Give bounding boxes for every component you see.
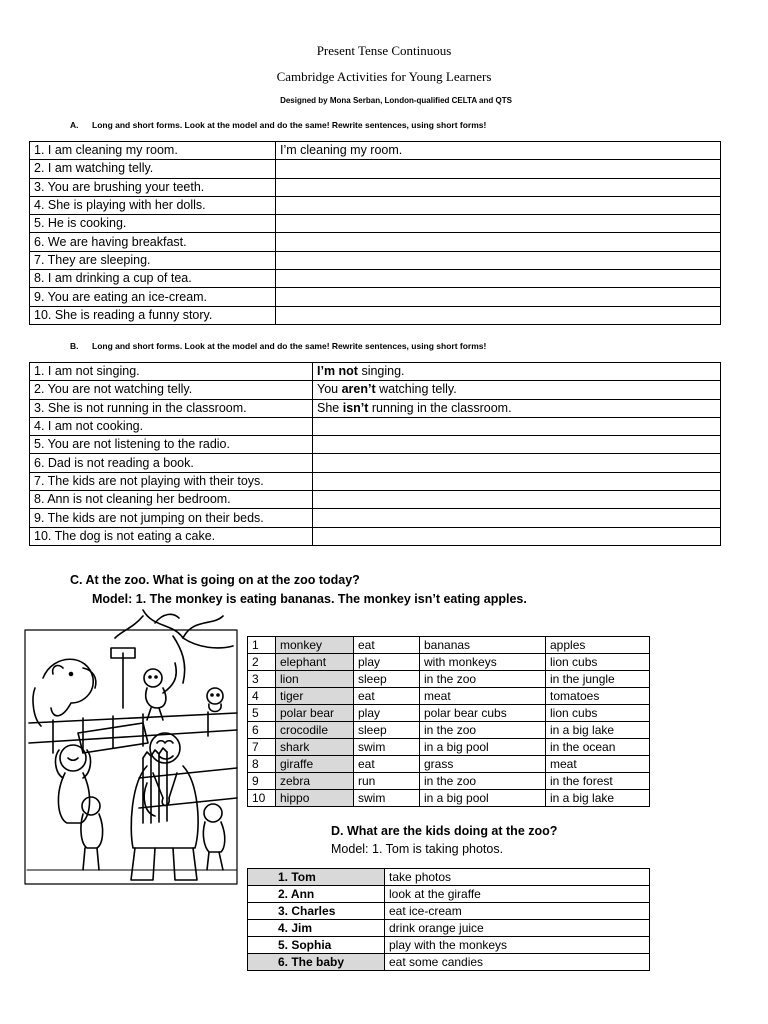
short-form-cell[interactable] [276, 160, 721, 178]
table-row [30, 381, 721, 399]
long-form-cell: 8. I am drinking a cup of tea. [30, 270, 276, 288]
table-row [248, 722, 650, 739]
short-form-cell[interactable] [313, 472, 721, 490]
long-form-cell: 7. The kids are not playing with their toys. [30, 472, 313, 490]
section-a-instruction [70, 120, 486, 130]
short-form-suffix: singing. [357, 364, 405, 379]
section-b-table [29, 362, 721, 546]
row-number: 1 [248, 637, 276, 654]
page-subtitle: Cambridge Activities for Young Learners [276, 69, 492, 84]
section-a-letter: A. [70, 120, 79, 130]
negative-object-cell: lion cubs [546, 705, 650, 722]
short-form-cell[interactable] [276, 270, 721, 288]
kid-name-cell: 3. Charles [248, 903, 385, 920]
long-form-cell: 10. The dog is not eating a cake. [30, 527, 313, 545]
row-number: 4 [248, 688, 276, 705]
long-form-cell: 5. You are not listening to the radio. [30, 436, 313, 454]
verb-cell: swim [354, 790, 420, 807]
positive-object-cell: in the zoo [420, 671, 546, 688]
table-row [248, 869, 650, 886]
long-form-cell: 9. The kids are not jumping on their beds. [30, 509, 313, 527]
short-form-cell[interactable] [276, 215, 721, 233]
table-row [30, 306, 721, 324]
table-row [248, 954, 650, 971]
short-form-prefix: You [317, 382, 342, 397]
long-form-cell: 9. You are eating an ice-cream. [30, 288, 276, 306]
negative-object-cell: meat [546, 756, 650, 773]
table-row [248, 920, 650, 937]
table-row [30, 363, 721, 381]
negative-object-cell: in a big lake [546, 722, 650, 739]
short-form-cell[interactable] [313, 491, 721, 509]
positive-object-cell: with monkeys [420, 654, 546, 671]
table-row [248, 937, 650, 954]
table-row [30, 215, 721, 233]
verb-cell: sleep [354, 671, 420, 688]
negative-object-cell: tomatoes [546, 688, 650, 705]
table-row [30, 509, 721, 527]
table-row [248, 903, 650, 920]
zoo-animals-table [247, 636, 650, 807]
row-number: 10 [248, 790, 276, 807]
negative-object-cell: apples [546, 637, 650, 654]
negative-object-cell: in a big lake [546, 790, 650, 807]
table-row [30, 251, 721, 269]
negative-object-cell: in the ocean [546, 739, 650, 756]
negative-object-cell: lion cubs [546, 654, 650, 671]
long-form-cell: 1. I am not singing. [30, 363, 313, 381]
table-row [248, 654, 650, 671]
section-c-heading: C. At the zoo. What is going on at the zoo today? [70, 573, 360, 587]
short-form-cell[interactable] [276, 196, 721, 214]
kid-action-cell: drink orange juice [385, 920, 650, 937]
table-row [30, 160, 721, 178]
animal-cell: crocodile [276, 722, 354, 739]
table-row [30, 436, 721, 454]
kid-name-cell: 6. The baby [248, 954, 385, 971]
short-form-cell[interactable] [313, 527, 721, 545]
positive-object-cell: bananas [420, 637, 546, 654]
page-title: Present Tense Continuous [316, 43, 452, 58]
table-row [248, 739, 650, 756]
section-b-instruction [70, 341, 486, 351]
verb-cell: eat [354, 688, 420, 705]
short-form-cell[interactable] [313, 381, 721, 399]
short-form-contraction: isn’t [342, 400, 369, 415]
table-row [248, 773, 650, 790]
animal-cell: zebra [276, 773, 354, 790]
positive-object-cell: meat [420, 688, 546, 705]
table-row [248, 705, 650, 722]
long-form-cell: 8. Ann is not cleaning her bedroom. [30, 491, 313, 509]
short-form-cell[interactable] [313, 436, 721, 454]
section-a-table [29, 141, 721, 325]
section-a-instruction-text: Long and short forms. Look at the model and do the same! Rewrite sentences, using short forms! [92, 120, 487, 130]
section-d-model: Model: 1. Tom is taking photos. [331, 842, 504, 856]
kid-action-cell: take photos [385, 869, 650, 886]
table-row [30, 233, 721, 251]
short-form-cell[interactable]: I’m cleaning my room. [276, 142, 721, 160]
animal-cell: giraffe [276, 756, 354, 773]
row-number: 2 [248, 654, 276, 671]
row-number: 7 [248, 739, 276, 756]
section-d-heading: D. What are the kids doing at the zoo? [331, 824, 558, 838]
table-row [248, 688, 650, 705]
row-number: 8 [248, 756, 276, 773]
kid-name-cell: 4. Jim [248, 920, 385, 937]
table-row [30, 288, 721, 306]
long-form-cell: 2. I am watching telly. [30, 160, 276, 178]
verb-cell: run [354, 773, 420, 790]
table-row [30, 142, 721, 160]
section-b-letter: B. [70, 341, 79, 351]
zoo-family-drawing-icon [23, 608, 241, 886]
table-row [248, 637, 650, 654]
table-row [248, 886, 650, 903]
row-number: 5 [248, 705, 276, 722]
short-form-contraction: aren’t [341, 382, 376, 397]
animal-cell: polar bear [276, 705, 354, 722]
table-row [30, 491, 721, 509]
short-form-cell[interactable] [313, 399, 721, 417]
short-form-cell[interactable] [276, 306, 721, 324]
row-number: 6 [248, 722, 276, 739]
long-form-cell: 1. I am cleaning my room. [30, 142, 276, 160]
negative-object-cell: in the forest [546, 773, 650, 790]
short-form-cell[interactable] [276, 251, 721, 269]
table-row [30, 454, 721, 472]
short-form-contraction: I’m not [317, 364, 358, 379]
negative-object-cell: in the jungle [546, 671, 650, 688]
short-form-cell[interactable] [313, 363, 721, 381]
positive-object-cell: in a big pool [420, 739, 546, 756]
animal-cell: tiger [276, 688, 354, 705]
short-form-cell[interactable] [313, 417, 721, 435]
table-row [30, 527, 721, 545]
kid-action-cell: eat ice-cream [385, 903, 650, 920]
verb-cell: play [354, 705, 420, 722]
table-row [30, 178, 721, 196]
animal-cell: shark [276, 739, 354, 756]
table-row [248, 671, 650, 688]
table-row [30, 399, 721, 417]
verb-cell: sleep [354, 722, 420, 739]
table-row [248, 756, 650, 773]
verb-cell: swim [354, 739, 420, 756]
kid-action-cell: play with the monkeys [385, 937, 650, 954]
short-form-cell[interactable] [276, 178, 721, 196]
kid-name-cell: 5. Sophia [248, 937, 385, 954]
long-form-cell: 3. You are brushing your teeth. [30, 178, 276, 196]
verb-cell: eat [354, 637, 420, 654]
positive-object-cell: polar bear cubs [420, 705, 546, 722]
kids-activities-table [247, 868, 650, 971]
positive-object-cell: in the zoo [420, 773, 546, 790]
short-form-cell[interactable] [276, 233, 721, 251]
short-form-suffix: running in the classroom. [368, 400, 512, 415]
long-form-cell: 7. They are sleeping. [30, 251, 276, 269]
section-b-instruction-text: Long and short forms. Look at the model and do the same! Rewrite sentences, using short forms! [92, 341, 487, 351]
table-row [30, 417, 721, 435]
short-form-cell[interactable] [276, 288, 721, 306]
long-form-cell: 5. He is cooking. [30, 215, 276, 233]
kid-action-cell: look at the giraffe [385, 886, 650, 903]
animal-cell: hippo [276, 790, 354, 807]
verb-cell: play [354, 654, 420, 671]
long-form-cell: 10. She is reading a funny story. [30, 306, 276, 324]
long-form-cell: 6. We are having breakfast. [30, 233, 276, 251]
table-row [248, 790, 650, 807]
short-form-suffix: watching telly. [375, 382, 457, 397]
long-form-cell: 4. I am not cooking. [30, 417, 313, 435]
kid-name-cell: 1. Tom [248, 869, 385, 886]
verb-cell: eat [354, 756, 420, 773]
long-form-cell: 4. She is playing with her dolls. [30, 196, 276, 214]
table-row [30, 472, 721, 490]
long-form-cell: 6. Dad is not reading a book. [30, 454, 313, 472]
positive-object-cell: in a big pool [420, 790, 546, 807]
animal-cell: elephant [276, 654, 354, 671]
positive-object-cell: grass [420, 756, 546, 773]
short-form-prefix: She [317, 400, 343, 415]
kid-action-cell: eat some candies [385, 954, 650, 971]
positive-object-cell: in the zoo [420, 722, 546, 739]
table-row [30, 196, 721, 214]
row-number: 3 [248, 671, 276, 688]
author-credit: Designed by Mona Serban, London-qualified CELTA and QTS [280, 96, 512, 105]
table-row [30, 270, 721, 288]
long-form-cell: 2. You are not watching telly. [30, 381, 313, 399]
section-c-model: Model: 1. The monkey is eating bananas. The monkey isn’t eating apples. [92, 592, 527, 606]
animal-cell: lion [276, 671, 354, 688]
animal-cell: monkey [276, 637, 354, 654]
short-form-cell[interactable] [313, 454, 721, 472]
long-form-cell: 3. She is not running in the classroom. [30, 399, 313, 417]
kid-name-cell: 2. Ann [248, 886, 385, 903]
row-number: 9 [248, 773, 276, 790]
short-form-cell[interactable] [313, 509, 721, 527]
